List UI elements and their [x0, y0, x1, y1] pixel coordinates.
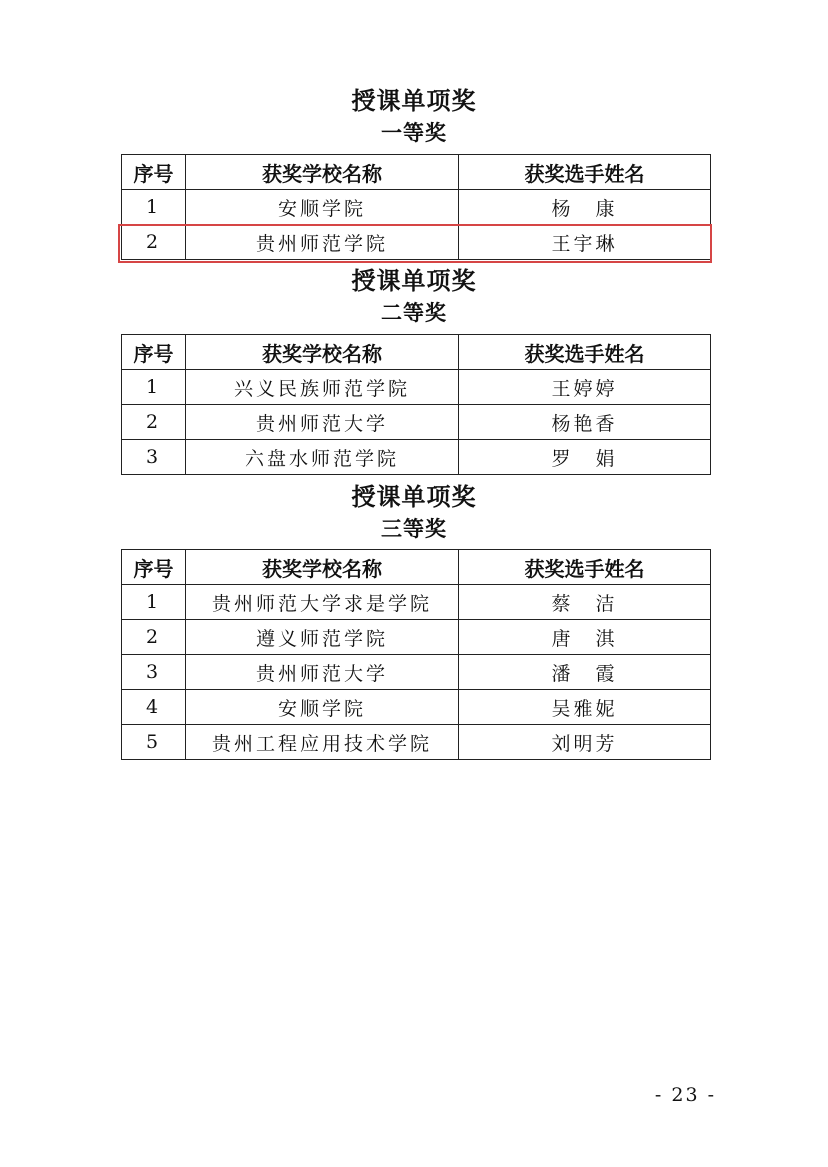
section-grade: 二等奖 — [381, 301, 447, 325]
cell-name: 罗 娟 — [459, 440, 711, 475]
table-row-highlighted — [122, 225, 711, 260]
header-name: 获奖选手姓名 — [459, 550, 711, 585]
cell-no: 1 — [122, 585, 186, 620]
cell-school: 遵义师范学院 — [186, 620, 459, 655]
cell-no: 1 — [122, 370, 186, 405]
cell-name: 唐 淇 — [459, 620, 711, 655]
cell-no: 3 — [122, 655, 186, 690]
section-grade: 三等奖 — [381, 517, 447, 541]
header-name: 获奖选手姓名 — [459, 335, 711, 370]
cell-name: 蔡 洁 — [459, 585, 711, 620]
header-no: 序号 — [122, 155, 186, 190]
cell-no: 2 — [122, 620, 186, 655]
cell-school: 六盘水师范学院 — [186, 440, 459, 475]
header-school: 获奖学校名称 — [186, 550, 459, 585]
cell-no: 4 — [122, 690, 186, 725]
cell-school: 贵州师范大学 — [186, 405, 459, 440]
section-title: 授课单项奖 — [351, 267, 477, 295]
first-prize-table — [121, 154, 711, 260]
cell-no: 3 — [122, 440, 186, 475]
table-row — [122, 440, 711, 475]
section-title: 授课单项奖 — [351, 483, 477, 511]
section-grade: 一等奖 — [381, 121, 447, 145]
table-row — [122, 405, 711, 440]
cell-no: 2 — [122, 405, 186, 440]
header-school: 获奖学校名称 — [186, 155, 459, 190]
cell-no: 1 — [122, 190, 186, 225]
third-prize-table — [121, 549, 711, 760]
table-row — [122, 690, 711, 725]
cell-no: 2 — [122, 225, 186, 260]
cell-name: 吴雅妮 — [459, 690, 711, 725]
cell-school: 兴义民族师范学院 — [186, 370, 459, 405]
cell-name: 潘 霞 — [459, 655, 711, 690]
second-prize-table — [121, 334, 711, 475]
section-second-prize — [0, 266, 828, 326]
table-row — [122, 655, 711, 690]
header-name: 获奖选手姓名 — [459, 155, 711, 190]
header-no: 序号 — [122, 550, 186, 585]
table-row — [122, 725, 711, 760]
cell-school: 贵州师范大学求是学院 — [186, 585, 459, 620]
section-title: 授课单项奖 — [351, 87, 477, 115]
cell-name: 杨 康 — [459, 190, 711, 225]
page-number: - 23 - — [654, 1084, 716, 1106]
header-no: 序号 — [122, 335, 186, 370]
table-header-row — [122, 155, 711, 190]
cell-school: 贵州工程应用技术学院 — [186, 725, 459, 760]
cell-school: 贵州师范大学 — [186, 655, 459, 690]
cell-no: 5 — [122, 725, 186, 760]
cell-school: 贵州师范学院 — [186, 225, 459, 260]
cell-name: 刘明芳 — [459, 725, 711, 760]
table-row — [122, 190, 711, 225]
cell-name: 王婷婷 — [459, 370, 711, 405]
section-third-prize — [0, 482, 828, 542]
table-header-row — [122, 335, 711, 370]
table-row — [122, 370, 711, 405]
table-row — [122, 585, 711, 620]
cell-name: 杨艳香 — [459, 405, 711, 440]
cell-school: 安顺学院 — [186, 190, 459, 225]
section-first-prize — [0, 86, 828, 146]
cell-name: 王宇琳 — [459, 225, 711, 260]
table-row — [122, 620, 711, 655]
header-school: 获奖学校名称 — [186, 335, 459, 370]
cell-school: 安顺学院 — [186, 690, 459, 725]
table-header-row — [122, 550, 711, 585]
